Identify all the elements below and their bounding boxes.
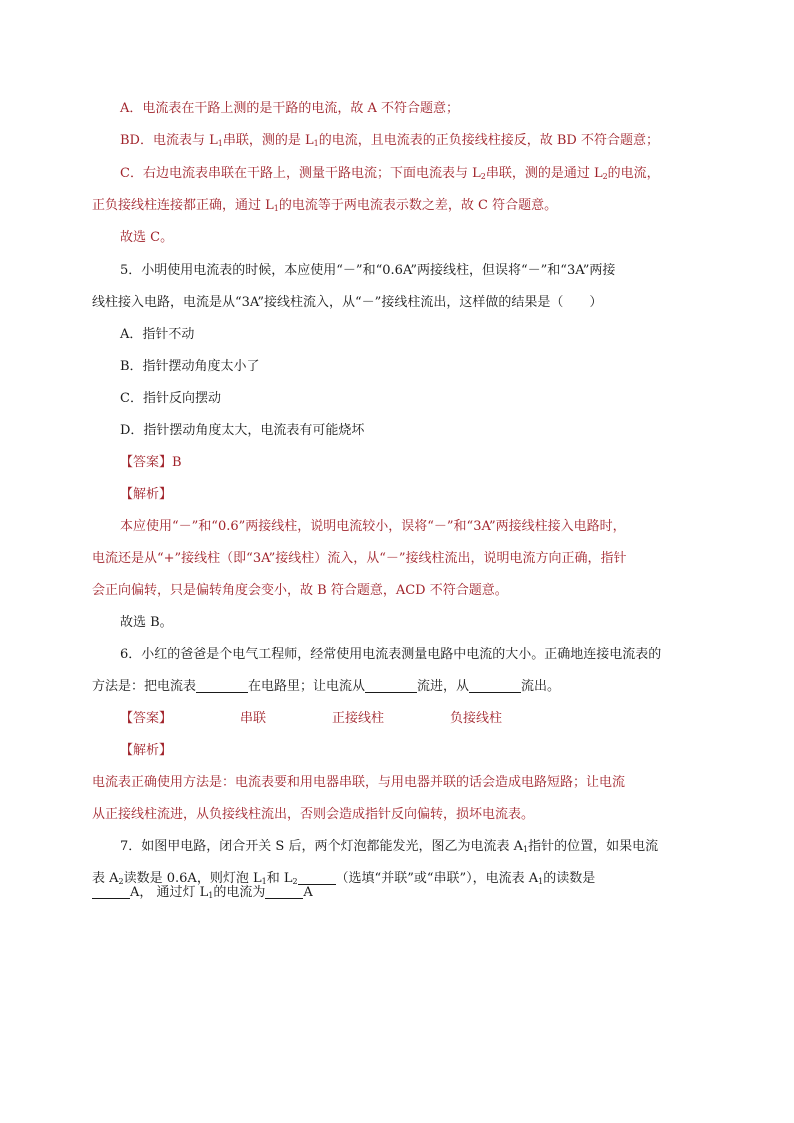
q5-stem-line2: 线柱接入电路，电流是从“3A”接线柱流入，从“－”接线柱流出，这样做的结果是（ ） (92, 295, 603, 310)
q7-stem-line3: A， 通过灯 $L_1$的电流为 A (92, 884, 313, 902)
q5-choose: 故选 B。 (120, 615, 173, 630)
q7-stem-line2: 表 $A_2$读数是 0.6A，则灯泡 $L_1$和 $L_2$ （选填“并联”或“串联”），电流表 $A_1$的读数是 (92, 871, 596, 886)
q6-analysis-line1: 电流表正确使用方法是：电流表要和用电器串联，与用电器并联的话会造成电路短路；让电流 (92, 775, 626, 790)
q5-analysis-line2: 电流还是从“+”接线柱（即“3A”接线柱）流入，从“－”接线柱流出，说明电流方向正确，指针 (92, 551, 627, 566)
q6-analysis-line2: 从正接线柱流进，从负接线柱流出，否则会造成指针反向偏转，损坏电流表。 (92, 807, 535, 822)
q4-analysis-c-line2: 正负接线柱连接都正确，通过 $L_1$的电流等于两电流表示数之差，故 C 符合题意。 (92, 198, 558, 213)
q5-option-b: B．指针摆动角度太小了 (120, 359, 260, 374)
q6-stem-line1: 6．小红的爸爸是个电气工程师，经常使用电流表测量电路中电流的大小。正确地连接电流表的 (120, 647, 662, 662)
q5-option-c: C．指针反向摆动 (120, 391, 221, 406)
q6-answer-2: 正接线柱 (332, 711, 385, 726)
fill-blank (365, 678, 417, 693)
q5-analysis-label: 【解析】 (120, 487, 173, 502)
q5-analysis-line1: 本应使用“－”和“0.6”两接线柱，说明电流较小，误将“－”和“3A”两接线柱接入电路时， (120, 519, 626, 534)
q5-option-d: D．指针摆动角度太大，电流表有可能烧坏 (120, 423, 365, 438)
answer-label: 【答案】 (120, 455, 173, 470)
fill-blank (92, 884, 130, 899)
q6-answer-3: 负接线柱 (450, 711, 503, 726)
q6-answer-label: 【答案】 (120, 711, 173, 726)
fill-blank (298, 870, 336, 885)
fill-blank (469, 678, 521, 693)
q6-analysis-label: 【解析】 (120, 743, 173, 758)
fill-blank (196, 678, 248, 693)
q5-stem-line1: 5．小明使用电流表的时候，本应使用“－”和“0.6A”两接线柱，但误将“－”和“3A”两接 (120, 263, 616, 278)
q4-analysis-a: A．电流表在干路上测的是干路的电流，故 A 不符合题意； (120, 101, 460, 116)
fill-blank (265, 884, 303, 899)
q5-answer (120, 454, 182, 472)
q5-analysis-line3: 会正向偏转，只是偏转角度会变小，故 B 符合题意，ACD 不符合题意。 (92, 583, 508, 598)
answer-value: B (172, 455, 182, 470)
q4-analysis-c-line1: C．右边电流表串联在干路上，测量干路电流；下面电流表与 $L_2$串联，测的是通过 $L_2$的电流， (120, 166, 660, 181)
q4-choose: 故选 C。 (120, 230, 174, 245)
q7-stem-line1: 7．如图甲电路，闭合开关 S 后，两个灯泡都能发光，图乙为电流表 $A_1$指针的位置，如果电流 (120, 839, 659, 854)
q6-stem-line2: 方法是：把电流表 在电路里；让电流从 流进，从 流出。 (92, 679, 561, 694)
q6-answer-1: 串联 (240, 711, 267, 726)
q5-option-a: A．指针不动 (120, 327, 195, 342)
q4-analysis-bd: BD．电流表与 $L_1$串联，测的是 $L_1$的电流，且电流表的正负接线柱接反，故 BD 不符合题意； (120, 133, 659, 148)
